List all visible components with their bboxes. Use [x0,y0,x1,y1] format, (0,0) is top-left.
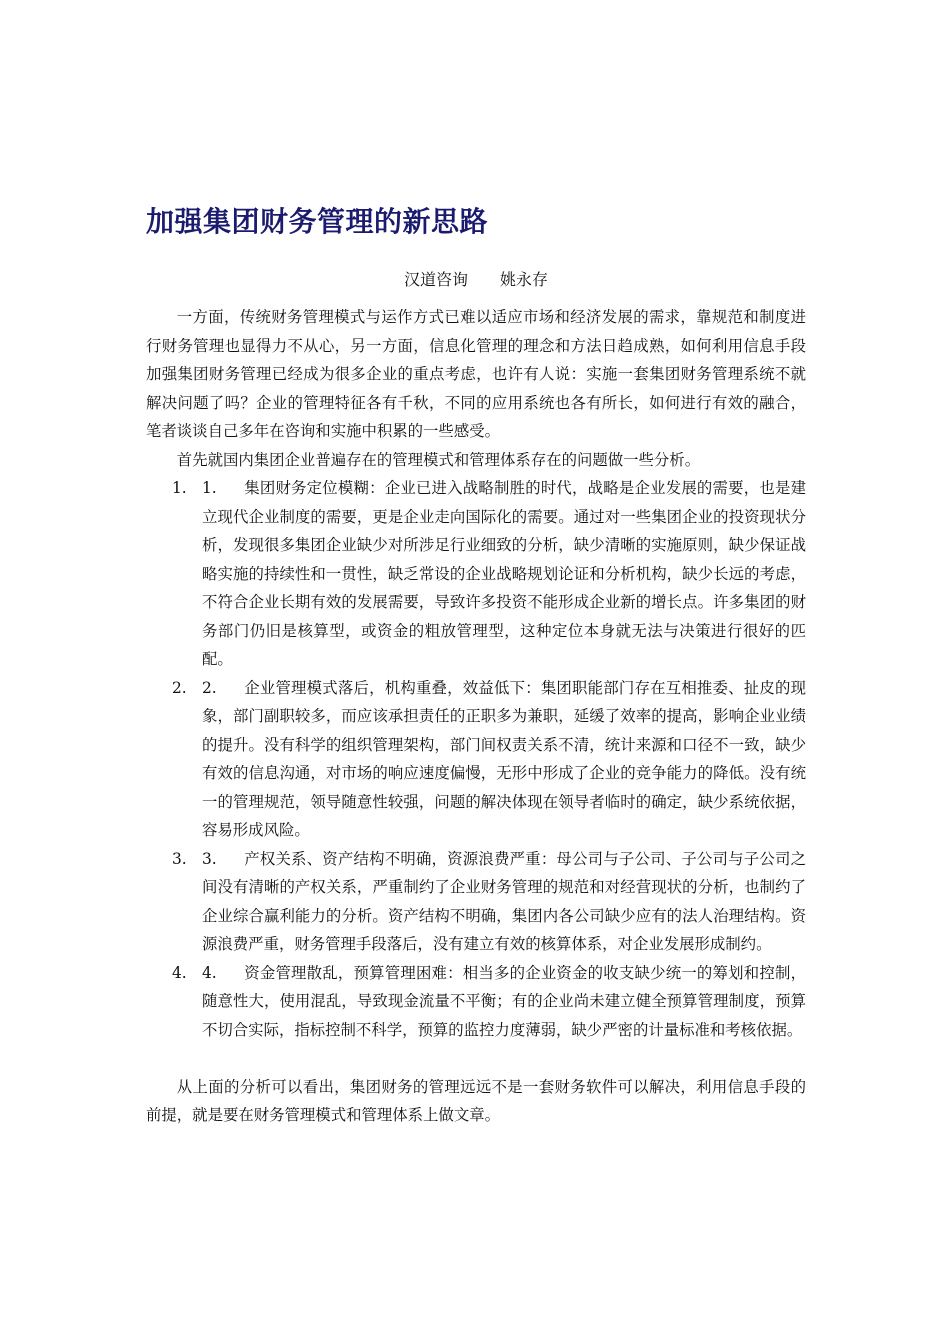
list-item-inner-number: 4. [202,963,217,982]
list-item [146,474,806,674]
conclusion-paragraph: 从上面的分析可以看出，集团财务的管理远远不是一套财务软件可以解决，利用信息手段的前提，就是要在财务管理模式和管理体系上做文章。 [146,1077,806,1124]
list-item-text: 产权关系、资产结构不明确，资源浪费严重：母公司与子公司、子公司与子公司之间没有清晰的产权关系，严重制约了企业财务管理的规范和对经营现状的分析，也制约了企业综合赢利能力的分析。资产结构不明确，集团内各公司缺少应有的法人治理结构。资源浪费严重，财务管理手段落后，没有建立有效的核算体系，对企业发展形成制约。 [202,849,806,953]
document-body [146,303,806,1130]
problem-list [146,474,806,1044]
list-item-text: 集团财务定位模糊：企业已进入战略制胜的时代，战略是企业发展的需要，也是建立现代企业制度的需要，更是企业走向国际化的需要。通过对一些集团企业的投资现状分析，发现很多集团企业缺少对所涉足行业细致的分析，缺少清晰的实施原则，缺少保证战略实施的持续性和一贯性，缺乏常设的企业战略规划论证和分析机构，缺少长远的考虑，不符合企业长期有效的发展需要，导致许多投资不能形成企业新的增长点。许多集团的财务部门仍旧是核算型，或资金的粗放管理型，这种定位本身就无法与决策进行很好的匹配。 [202,479,806,668]
list-item-content [202,679,806,840]
list-item-content [202,964,806,1039]
list-item-inner-number: 3. [202,849,217,868]
list-item-inner-number: 2. [202,678,217,697]
list-item [146,674,806,845]
list-item-number: 4. [172,963,187,982]
document-title: 加强集团财务管理的新思路 [146,205,489,238]
list-item-text: 资金管理散乱，预算管理困难：相当多的企业资金的收支缺少统一的筹划和控制，随意性大，使用混乱，导致现金流量不平衡；有的企业尚未建立健全预算管理制度，预算不切合实际，指标控制不科学，预算的监控力度薄弱，缺少严密的计量标准和考核依据。 [202,963,806,1039]
list-item-content [202,850,806,954]
lead-paragraph: 首先就国内集团企业普遍存在的管理模式和管理体系存在的问题做一些分析。 [176,450,701,469]
list-item-text: 企业管理模式落后，机构重叠，效益低下：集团职能部门存在互相推委、扯皮的现象，部门副职较多，而应该承担责任的正职多为兼职，延缓了效率的提高，影响企业业绩的提升。没有科学的组织管理架构，部门间权责关系不清，统计来源和口径不一致，缺少有效的信息沟通，对市场的响应速度偏慢，无形中形成了企业的竞争能力的降低。没有统一的管理规范，领导随意性较强，问题的解决体现在领导者临时的确定，缺少系统依据，容易形成风险。 [202,678,806,839]
list-item-number: 1. [172,479,187,497]
intro-paragraph: 一方面，传统财务管理模式与运作方式已难以适应市场和经济发展的需求，靠规范和制度进行财务管理也显得力不从心，另一方面，信息化管理的理念和方法日趋成熟，如何利用信息手段加强集团财务管理已经成为很多企业的重点考虑，也许有人说：实施一套集团财务管理系统不就解决问题了吗？企业的管理特征各有千秋，不同的应用系统也各有所长，如何进行有效的融合，笔者谈谈自己多年在咨询和实施中积累的一些感受。 [146,308,806,440]
document-byline: 汉道咨询 姚永存 [403,270,548,289]
list-item-number: 2. [172,678,187,697]
list-item-content [202,479,806,668]
list-item [146,845,806,959]
paragraph-spacer [146,1044,806,1073]
list-item-number: 3. [172,849,187,868]
list-item [146,959,806,1045]
list-item-inner-number: 1. [202,479,217,497]
